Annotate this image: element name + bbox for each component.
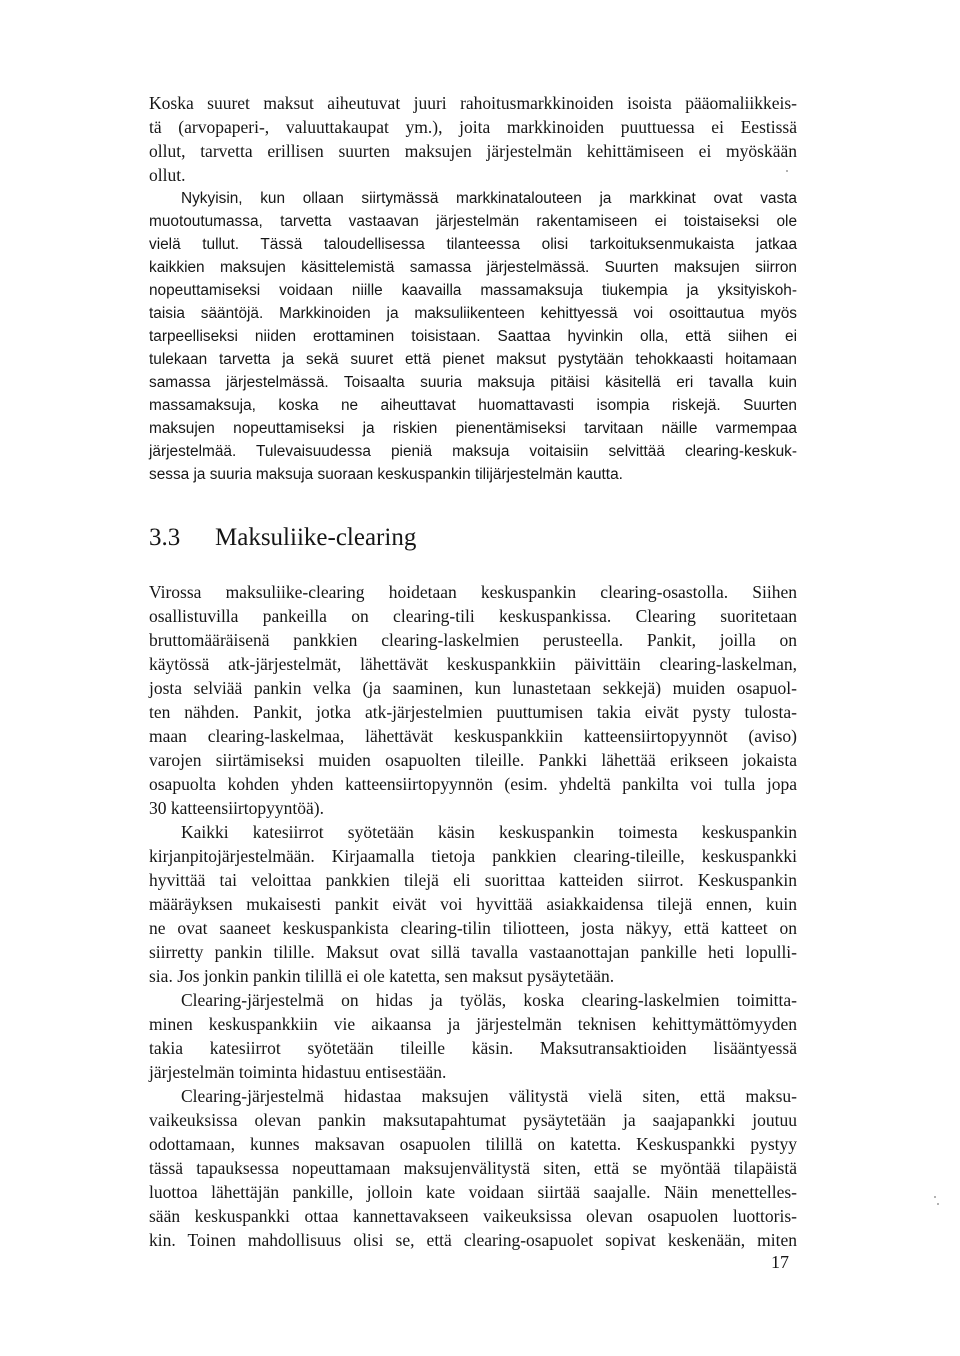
text-line: varojen siirtämiseksi muiden osapuolten tileille. Pankki lähettää erikseen jokaista bbox=[149, 750, 797, 770]
text-line: ollut, tarvetta erillisen suurten maksujen järjestelmän kehittämiseen ei myöskään bbox=[149, 141, 797, 161]
text-line: sia. Jos jonkin pankin tilillä ei ole katetta, sen maksut pysäytetään. bbox=[149, 966, 615, 986]
text-line: nopeuttamiseksi voidaan niille kaavailla massamaksuja tiukempia ja yksityiskoh- bbox=[149, 282, 797, 299]
text-line: tässä tapauksessa nopeuttamaan maksujenvälitystä siten, että se myöntää tilapäistä bbox=[149, 1158, 797, 1178]
text-line: käytössä atk-järjestelmät, lähettävät keskuspankkiin päivittäin clearing-laskelman, bbox=[149, 654, 797, 674]
text-line: hyvittää tai veloittaa pankkien tilejä eli suorittaa katteiden siirrot. Keskuspankin bbox=[149, 870, 797, 890]
text-line: takia katesiirrot syötetään tileille käsin. Maksutransaktioiden lisääntyessä bbox=[149, 1038, 797, 1058]
text-line: samassa järjestelmässä. Toisaalta suuria maksuja pitäisi käsitellä eri tavalla kuin bbox=[149, 374, 797, 391]
text-line: osapuolta kohden yhden katteensiirtopyynnön (esim. yhdeltä pankilta voi tulla jopa bbox=[149, 774, 797, 794]
page-number: 17 bbox=[771, 1252, 789, 1272]
text-line: maksujen nopeuttamiseksi ja riskien pienentämiseksi tarvitaan näille varmempaa bbox=[149, 420, 797, 437]
text-line: Nykyisin, kun ollaan siirtymässä markkinatalouteen ja markkinat ovat vasta bbox=[181, 190, 797, 207]
text-line: muotoutumassa, tarvetta vastaavan järjestelmän rakentamiseen ei toistaiseksi ole bbox=[149, 213, 797, 230]
text-line: bruttomääräisenä pankkien clearing-laskelmien perusteella. Pankit, joilla on bbox=[149, 630, 797, 650]
text-line: ne ovat saaneet keskuspankista clearing-tilin tiliotteen, josta näkyy, että katteet on bbox=[149, 918, 797, 938]
text-line: massamaksuja, koska ne aiheuttavat huomattavasti isompia riskejä. Suurten bbox=[149, 397, 797, 414]
text-line: tarpeelliseksi niiden erottaminen toisistaan. Saattaa hyvinkin olla, että siihen ei bbox=[149, 328, 797, 345]
text-line: Kaikki katesiirrot syötetään käsin keskuspankin toimesta keskuspankin bbox=[181, 822, 797, 842]
text-line: ten nähden. Pankit, jotka atk-järjestelmien puuttumisen takia eivät pysty tulosta- bbox=[149, 702, 797, 722]
text-line: sessa ja suuria maksuja suoraan keskuspankin tilijärjestelmän kautta. bbox=[149, 466, 623, 483]
text-line: josta selviää pankin velka (ja saaminen, kun lunastetaan sekkejä) muiden osapuol- bbox=[149, 678, 797, 698]
text-line: vielä tullut. Tässä taloudellisessa tilanteessa olisi tarkoituksenmukaista jatkaa bbox=[149, 236, 797, 253]
text-line: kin. Toinen mahdollisuus olisi se, että clearing-osapuolet sopivat keskenään, miten bbox=[149, 1230, 797, 1250]
text-line: kaikkien maksujen käsittelemistä samassa järjestelmässä. Suurten maksujen siirron bbox=[149, 259, 797, 276]
text-line: Clearing-järjestelmä on hidas ja työläs, koska clearing-laskelmien toimitta- bbox=[181, 990, 797, 1010]
text-line: siirretty pankin tilille. Maksut ovat sillä tavalla vastaanottajan pankille heti lopulli- bbox=[149, 942, 797, 962]
scan-speck bbox=[937, 1203, 939, 1205]
text-line: tulekaan tarvetta ja sekä suuret että pienet maksut pystytään tehokkaasti hoitamaan bbox=[149, 351, 797, 368]
text-line: minen keskuspankkiin vie aikaansa ja järjestelmän teknisen kehittymättömyyden bbox=[149, 1014, 797, 1034]
text-line: maan clearing-laskelmaa, lähettävät keskuspankkiin katteensiirtopyynnöt (aviso) bbox=[149, 726, 797, 746]
text-line: 30 katteensiirtopyyntöä). bbox=[149, 798, 324, 818]
text-line: määräyksen mukaisesti pankit eivät voi hyvittää asiakkaidensa tilejä ennen, kuin bbox=[149, 894, 797, 914]
text-line: vaikeuksissa olevan pankin maksutapahtumat pysäytetään ja saajapankki joutuu bbox=[149, 1110, 797, 1130]
section-title: Maksuliike-clearing bbox=[215, 524, 417, 551]
text-line: osallistuvilla pankeilla on clearing-tili keskuspankissa. Clearing suoritetaan bbox=[149, 606, 797, 626]
text-line: luottoa lähettäjän pankille, jolloin kate voidaan siirtää saajalle. Näin menettelles- bbox=[149, 1182, 797, 1202]
text-line: Koska suuret maksut aiheutuvat juuri rahoitusmarkkinoiden isoista pääomaliikkeis- bbox=[149, 93, 797, 113]
text-line: järjestelmän toiminta hidastuu entisestään. bbox=[149, 1062, 447, 1082]
text-line: tä (arvopaperi-, valuuttakaupat ym.), joita markkinoiden puuttuessa ei Eestissä bbox=[149, 117, 797, 137]
text-line: Virossa maksuliike-clearing hoidetaan keskuspankin clearing-osastolla. Siihen bbox=[149, 582, 797, 602]
text-line: järjestelmää. Tulevaisuudessa pieniä maksuja voitaisiin selvittää clearing-keskuk- bbox=[149, 443, 797, 460]
scan-speck bbox=[786, 170, 788, 172]
text-line: taisia sääntöjä. Markkinoiden ja maksuliikenteen kehittyessä voi osoittautua myös bbox=[149, 305, 797, 322]
text-line: ollut. bbox=[149, 165, 186, 185]
text-line: odottamaan, kunnes maksavan osapuolen tilillä on katetta. Keskuspankki pystyy bbox=[149, 1134, 797, 1154]
scan-speck bbox=[934, 1196, 936, 1198]
section-heading bbox=[149, 520, 416, 556]
text-line: Clearing-järjestelmä hidastaa maksujen välitystä vielä siten, että maksu- bbox=[181, 1086, 797, 1106]
section-number: 3.3 bbox=[149, 524, 181, 551]
text-line: kirjanpitojärjestelmään. Kirjaamalla tietoja pankkien clearing-tileille, keskuspankki bbox=[149, 846, 797, 866]
text-line: sään keskuspankki ottaa kannettavakseen vaikeuksissa olevan osapuolen luottoris- bbox=[149, 1206, 797, 1226]
